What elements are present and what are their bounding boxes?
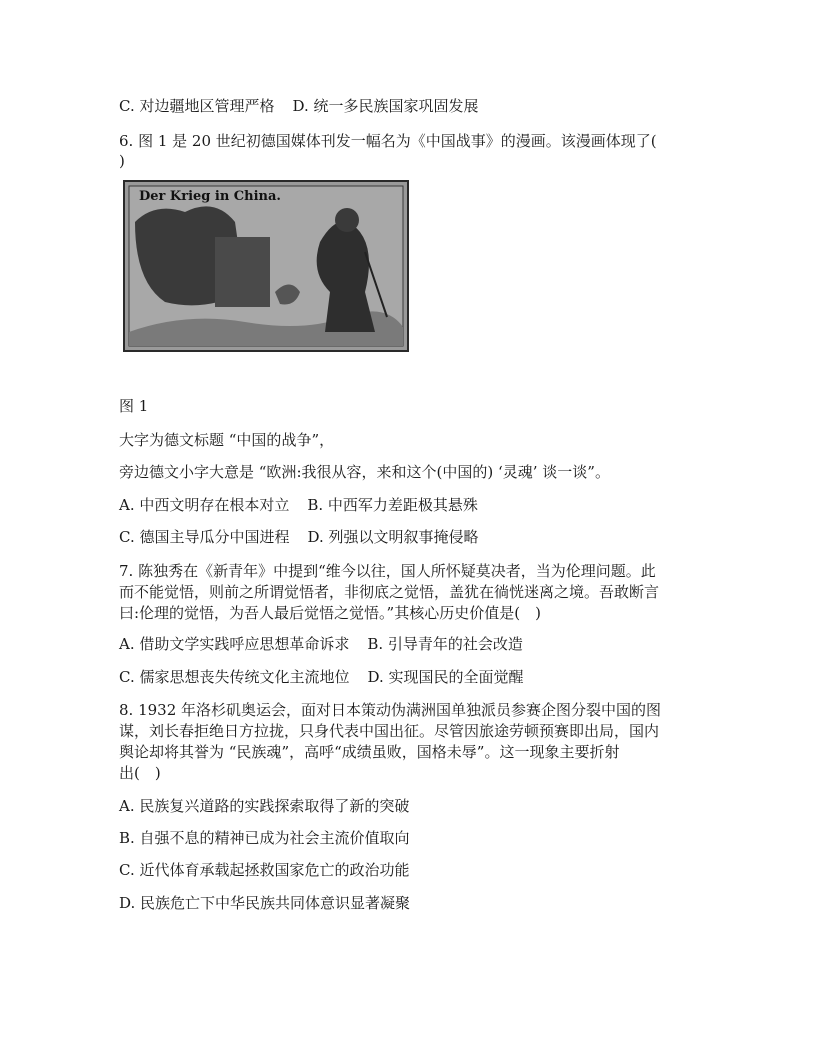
q6-option-c: C. 德国主导瓜分中国进程: [119, 528, 290, 546]
q6-options-row-cd: [119, 527, 479, 547]
q7-option-b: B. 引导青年的社会改造: [367, 635, 523, 653]
q6-option-b: B. 中西军力差距极其悬殊: [307, 496, 478, 514]
q8-option-c: C. 近代体育承载起拯救国家危亡的政治功能: [119, 861, 410, 879]
q7-stem-line-2: 而不能觉悟，则前之所谓觉悟者，非彻底之觉悟，盖犹在徜恍迷离之境。吾敢断言: [119, 583, 660, 601]
q7-stem-line-3: 曰:伦理的觉悟，为吾人最后觉悟之觉悟。”其核心历史价值是( ): [119, 604, 541, 622]
q8-option-d: D. 民族危亡下中华民族共同体意识显著凝聚: [119, 894, 411, 912]
q6-options-row-ab: [119, 495, 478, 515]
q6-option-a: A. 中西文明存在根本对立: [119, 496, 290, 514]
q8-stem-line-4: 出( ): [119, 764, 161, 782]
cartoon-title: Der Krieg in China.: [139, 189, 281, 204]
q5-option-c: C. 对边疆地区管理严格: [119, 97, 275, 115]
q7-option-c: C. 儒家思想丧失传统文化主流地位: [119, 668, 350, 686]
q5-options-row: [119, 96, 479, 116]
cartoon-illustration: [125, 182, 407, 350]
q6-option-d: D. 列强以文明叙事掩侵略: [307, 528, 479, 546]
figure-label: 图 1: [119, 397, 149, 415]
q8-option-b: B. 自强不息的精神已成为社会主流价值取向: [119, 829, 410, 847]
q6-stem-line-1: 6. 图 1 是 20 世纪初德国媒体刊发一幅名为《中国战事》的漫画。该漫画体现了(: [119, 132, 657, 150]
q7-options-row-cd: [119, 667, 524, 687]
q6-note-line-1: 大字为德文标题 “中国的战争”，: [119, 431, 335, 449]
q7-stem-line-1: 7. 陈独秀在《新青年》中提到“维今以往，国人所怀疑莫决者，当为伦理问题。此: [119, 562, 656, 580]
q6-stem-line-2: ): [119, 152, 125, 170]
q7-options-row-ab: [119, 634, 523, 654]
q5-option-d: D. 统一多民族国家巩固发展: [292, 97, 479, 115]
q7-option-d: D. 实现国民的全面觉醒: [367, 668, 524, 686]
q6-note-line-2: 旁边德文小字大意是 “欧洲:我很从容，来和这个(中国的) ‘灵魂’ 谈一谈”。: [119, 463, 610, 481]
q8-stem-line-2: 谋，刘长春拒绝日方拉拢，只身代表中国出征。尽管因旅途劳顿预赛即出局，国内: [119, 722, 660, 740]
q8-stem-line-3: 舆论却将其誉为 “民族魂”，高呼“成绩虽败，国格未辱”。这一现象主要折射: [119, 743, 620, 761]
q8-option-a: A. 民族复兴道路的实践探索取得了新的突破: [119, 797, 410, 815]
war-in-china-cartoon: [123, 180, 409, 352]
q7-option-a: A. 借助文学实践呼应思想革命诉求: [119, 635, 350, 653]
q8-stem-line-1: 8. 1932 年洛杉矶奥运会，面对日本策动伪满洲国单独派员参赛企图分裂中国的图: [119, 701, 662, 719]
